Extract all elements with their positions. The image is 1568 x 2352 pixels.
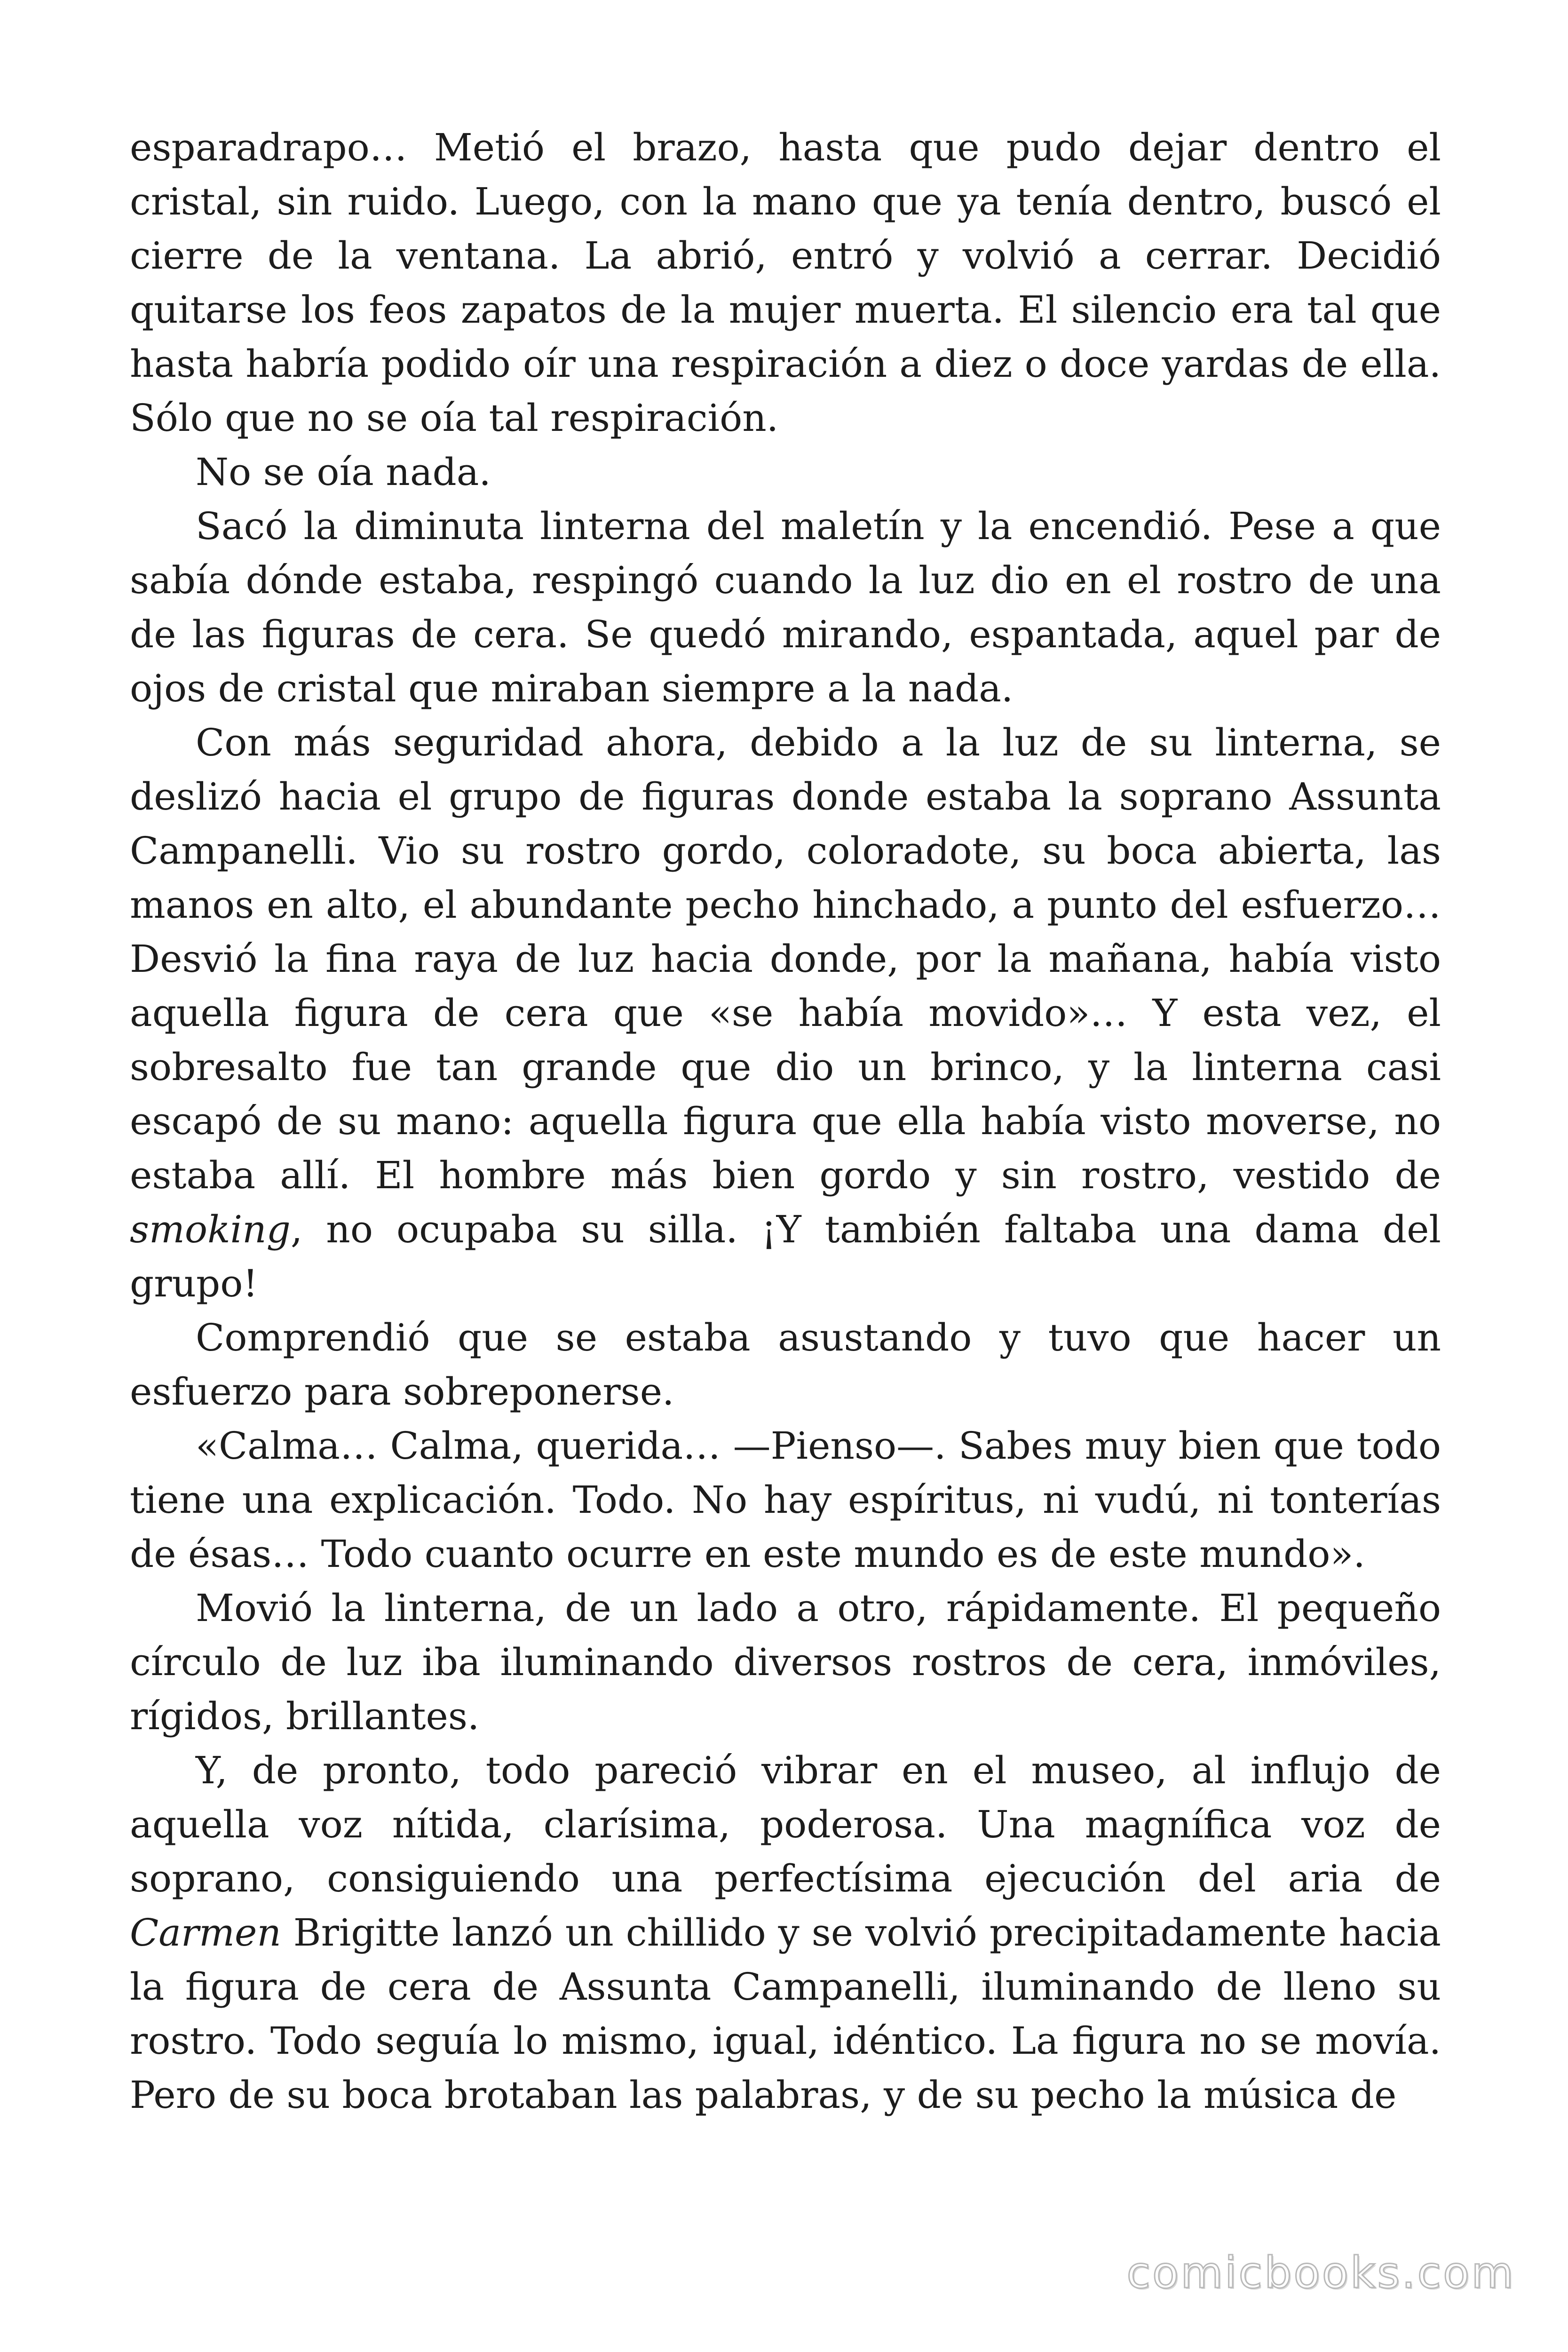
- paragraph-text: Comprendió que se estaba asustando y tuvo que hacer un esfuerzo para sobreponerse.: [130, 1316, 1441, 1414]
- paragraph-text: «Calma… Calma, querida… —Pienso—. Sabes muy bien que todo tiene una explicación. Todo. No hay espíritus, ni vudú, ni tonterías de ésas… Todo cuanto ocurre en este mundo es de este mundo».: [130, 1424, 1441, 1576]
- paragraph-text: , no ocupaba su silla. ¡Y también faltaba una dama del grupo!: [130, 1208, 1441, 1305]
- paragraph: [130, 1581, 1441, 1743]
- paragraph-text: Y, de pronto, todo pareció vibrar en el museo, al influjo de aquella voz nítida, clarísima, poderosa. Una magnífica voz de soprano, consiguiendo una perfectísima ejecución del aria de: [130, 1748, 1441, 1900]
- watermark: comicbooks.com: [1126, 2248, 1515, 2298]
- paragraph-text: Sacó la diminuta linterna del maletín y la encendió. Pese a que sabía dónde estaba, respingó cuando la luz dio en el rostro de una de las figuras de cera. Se quedó mirando, espantada, aquel par de ojos de cristal que miraban siempre a la nada.: [130, 504, 1441, 710]
- paragraph-text: Movió la linterna, de un lado a otro, rápidamente. El pequeño círculo de luz iba iluminando diversos rostros de cera, inmóviles, rígidos, brillantes.: [130, 1586, 1441, 1738]
- italic-term: smoking: [130, 1208, 291, 1251]
- paragraph-text: No se oía nada.: [196, 450, 491, 494]
- paragraph: [130, 120, 1441, 445]
- paragraph: [130, 1743, 1441, 2122]
- paragraph: [130, 445, 1441, 499]
- body-text: [130, 120, 1441, 2122]
- paragraph: [130, 715, 1441, 1311]
- paragraph: [130, 499, 1441, 715]
- italic-term: Carmen: [130, 1911, 281, 1955]
- paragraph-text: Brigitte lanzó un chillido y se volvió precipitadamente hacia la figura de cera de Assunta Campanelli, iluminando de lleno su rostro. Todo seguía lo mismo, igual, idéntico. La figura no se movía. Pero de su boca brotaban las palabras, y de su pecho la música de: [130, 1911, 1441, 2117]
- paragraph: [130, 1419, 1441, 1581]
- paragraph: [130, 1311, 1441, 1419]
- paragraph-text: Con más seguridad ahora, debido a la luz de su linterna, se deslizó hacia el grupo de figuras donde estaba la soprano Assunta Campanelli. Vio su rostro gordo, coloradote, su boca abierta, las manos en alto, el abundante pecho hinchado, a punto del esfuerzo… Desvió la fina raya de luz hacia donde, por la mañana, había visto aquella figura de cera que «se había movido»… Y esta vez, el sobresalto fue tan grande que dio un brinco, y la linterna casi escapó de su mano: aquella figura que ella había visto moverse, no estaba allí. El hombre más bien gordo y sin rostro, vestido de: [130, 721, 1441, 1197]
- paragraph-text: esparadrapo… Metió el brazo, hasta que pudo dejar dentro el cristal, sin ruido. Luego, con la mano que ya tenía dentro, buscó el cierre de la ventana. La abrió, entró y volvió a cerrar. Decidió quitarse los feos zapatos de la mujer muerta. El silencio era tal que hasta habría podido oír una respiración a diez o doce yardas de ella. Sólo que no se oía tal respiración.: [130, 126, 1441, 440]
